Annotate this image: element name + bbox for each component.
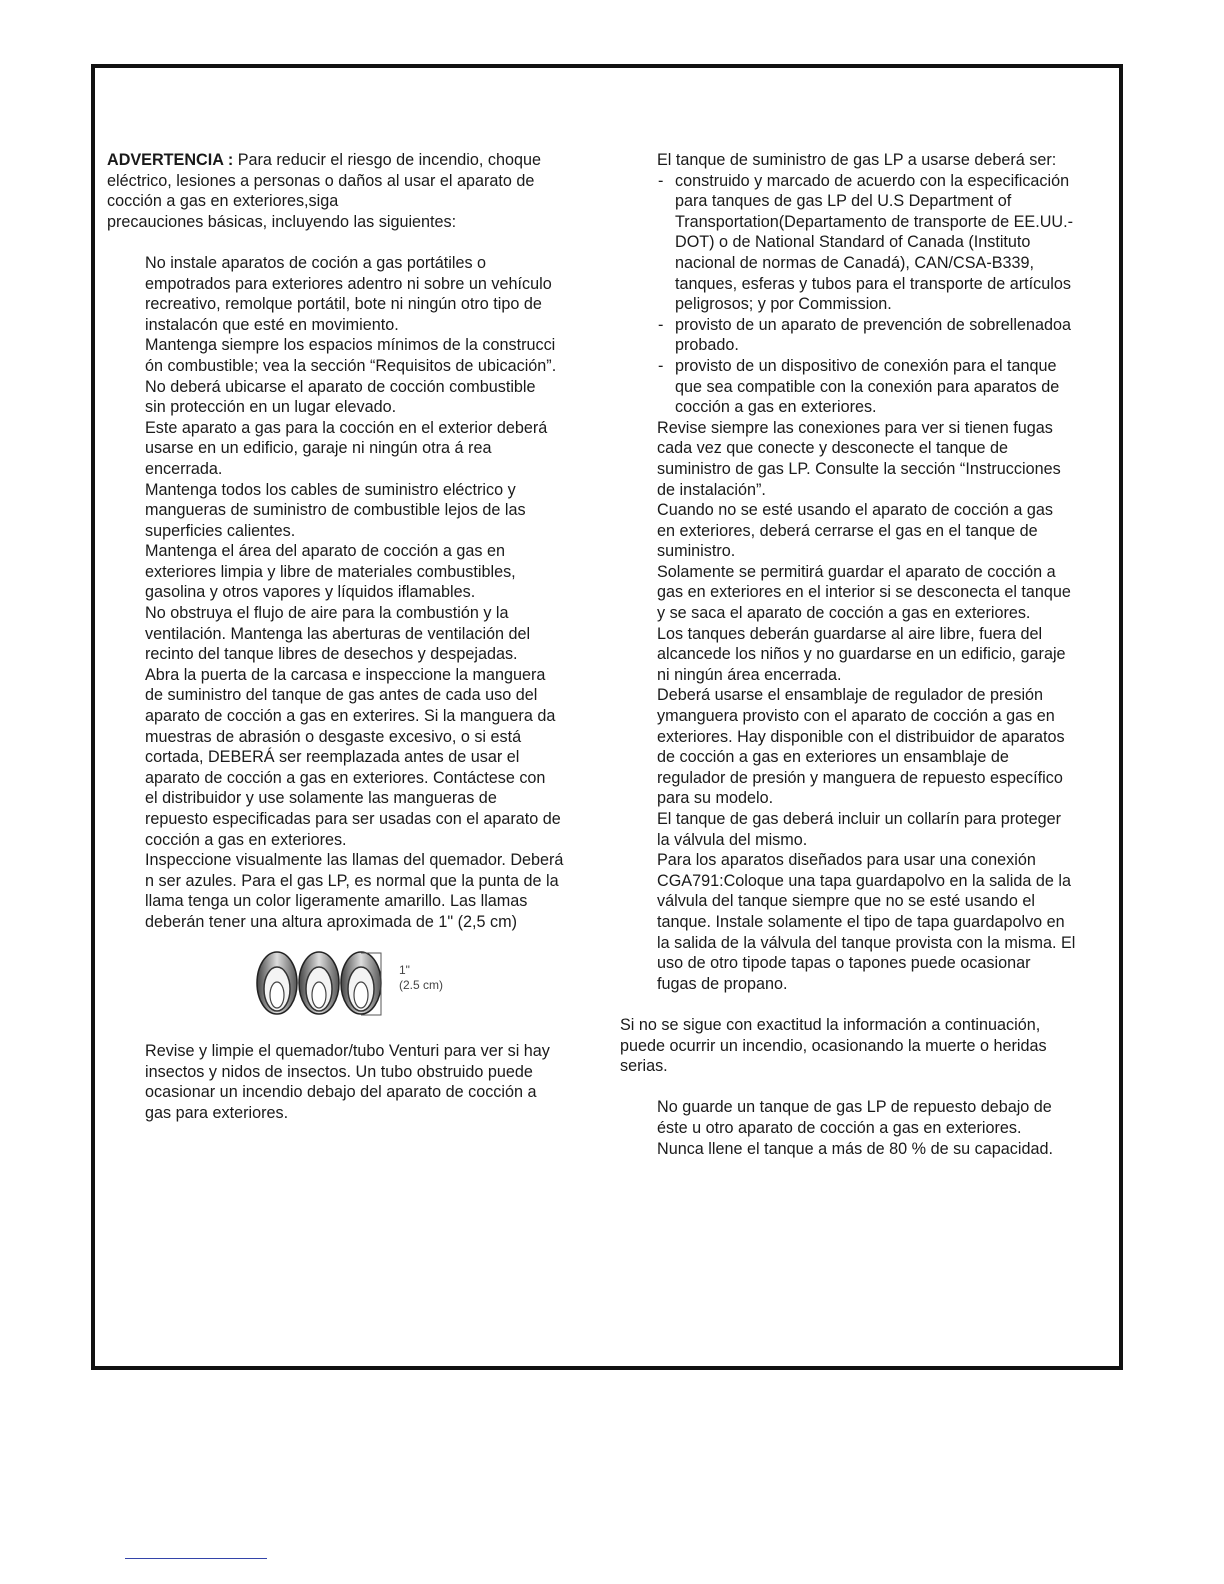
text-line: la válvula del mismo. <box>657 830 808 849</box>
text-line: serias. <box>620 1057 668 1076</box>
text-line: construido y marcado de acuerdo con la especificación <box>675 171 1070 190</box>
text-line: No deberá ubicarse el aparato de cocción combustible <box>145 377 536 396</box>
text-line: de suministro del tanque de gas antes de cada uso del <box>145 686 538 705</box>
text-line: tanque. Instale solamente el tipo de tapa guardapolvo en <box>657 912 1065 931</box>
text-line: empotrados para exteriores adentro ni sobre un vehículo <box>145 274 552 293</box>
flame-height-label <box>399 963 443 993</box>
flame-height-diagram <box>253 947 597 1021</box>
text-line: Nunca llene el tanque a más de 80 % de su capacidad. <box>657 1139 1053 1158</box>
text-line: llama tenga un color ligeramente amarillo. Las llamas <box>145 892 528 911</box>
text-line: superficies calientes. <box>145 521 296 540</box>
text-line: éste u otro aparato de cocción a gas en exteriores. <box>657 1118 1022 1137</box>
left-column <box>107 150 597 1124</box>
text-line: Mantenga siempre los espacios mínimos de la construcci <box>145 336 556 355</box>
text-line: probado. <box>675 336 739 355</box>
dash-bullet: - <box>658 171 664 190</box>
text-line: ocasionar un incendio debajo del aparato de cocción a <box>145 1083 537 1102</box>
text-line: Inspeccione visualmente las llamas del quemador. Deberá <box>145 851 564 870</box>
flame-height-cm: (2.5 cm) <box>399 977 444 992</box>
text-line: ventilación. Mantenga las aberturas de ventilación del <box>145 624 531 643</box>
text-line: cocción a gas en exteriores. <box>145 830 347 849</box>
text-line: Este aparato a gas para la cocción en el exterior deberá <box>145 418 548 437</box>
text-line: DOT) o de National Standard of Canada (Instituto <box>675 233 1031 252</box>
flame-3 <box>341 952 381 1014</box>
text-line: recinto del tanque libres de desechos y despejadas. <box>145 645 518 664</box>
warning-line: Para reducir el riesgo de incendio, choque <box>233 151 541 169</box>
warning-line: cocción a gas en exteriores,siga <box>107 192 339 211</box>
text-line: Solamente se permitirá guardar el aparato de cocción a <box>657 562 1056 581</box>
text-line: cortada, DEBERÁ ser reemplazada antes de usar el <box>145 748 520 767</box>
safety-items <box>107 253 597 933</box>
text-line: aparato de cocción a gas en exteriores. Contáctese con <box>145 768 546 787</box>
text-line: para su modelo. <box>657 789 774 808</box>
text-line: exteriores. Hay disponible con el distribuidor de aparatos <box>657 727 1065 746</box>
text-line: de cocción a gas en exteriores un ensamblaje de <box>657 748 1009 767</box>
text-line: n ser azules. Para el gas LP, es normal que la punta de la <box>145 871 559 890</box>
text-line: nacional de normas de Canadá), CAN/CSA-B339, <box>675 253 1035 272</box>
text-line: Mantenga el área del aparato de cocción a gas en <box>145 542 505 561</box>
right-column <box>620 150 1110 1159</box>
text-line: gasolina y otros vapores y líquidos iflamables. <box>145 583 476 602</box>
text-line: el distribuidor y use solamente las mangueras de <box>145 789 497 808</box>
text-line: provisto de un aparato de prevención de sobrellenadoa <box>675 315 1071 334</box>
text-line: tanques, esferas y tubos para el transporte de artículos <box>675 274 1071 293</box>
text-line: El tanque de gas deberá incluir un collarín para proteger <box>657 810 1062 828</box>
text-line: sin protección en un lugar elevado. <box>145 398 397 417</box>
text-line: Abra la puerta de la carcasa e inspeccione la manguera <box>145 665 546 684</box>
text-line: Mantenga todos los cables de suministro eléctrico y <box>145 480 516 499</box>
text-line: Los tanques deberán guardarse al aire libre, fuera del <box>657 624 1043 643</box>
text-line: provisto de un dispositivo de conexión para el tanque <box>675 356 1057 375</box>
footer-rule <box>125 1558 267 1559</box>
text-line: regulador de presión y manguera de repuesto específico <box>657 768 1063 787</box>
text-line: fugas de propano. <box>657 974 788 993</box>
warning-paragraph <box>107 150 597 232</box>
storage-items <box>620 1097 1110 1159</box>
tank-items <box>620 418 1110 995</box>
text-line: deberán tener una altura aproximada de 1" (2,5 cm) <box>145 912 517 931</box>
tank-intro: El tanque de suministro de gas LP a usarse deberá ser: <box>657 151 1057 169</box>
text-line: cocción a gas en exteriores. <box>675 398 877 417</box>
text-line: peligrosos; y por Commission. <box>675 295 892 314</box>
text-line: Revise y limpie el quemador/tubo Venturi para ver si hay <box>145 1042 550 1061</box>
text-line: muestras de abrasión o desgaste excesivo, o si está <box>145 727 522 746</box>
text-line: Deberá usarse el ensamblaje de regulador de presión <box>657 686 1044 705</box>
text-line: gas para exteriores. <box>145 1103 289 1122</box>
text-line: insectos y nidos de insectos. Un tubo obstruido puede <box>145 1062 533 1081</box>
warning-line: precauciones básicas, incluyendo las siguientes: <box>107 212 457 231</box>
text-line: en exteriores, deberá cerrarse el gas en el tanque de <box>657 521 1038 540</box>
text-line: que sea compatible con la conexión para aparatos de <box>675 377 1060 396</box>
text-line: la salida de la válvula del tanque provista con la misma. El <box>657 933 1076 952</box>
dash-bullet: - <box>658 356 664 375</box>
flame-height-inches: 1" <box>399 962 410 977</box>
text-line: gas en exteriores en el interior si se desconecta el tanque <box>657 583 1071 602</box>
text-line: usarse en un edificio, garaje ni ningún otra á rea <box>145 439 492 458</box>
text-line: y se saca el aparato de cocción a gas en exteriores. <box>657 604 1031 623</box>
text-line: Revise siempre las conexiones para ver si tienen fugas <box>657 418 1053 437</box>
venturi-item <box>107 1041 597 1123</box>
burner-flames-illustration <box>253 947 393 1019</box>
text-line: ón combustible; vea la sección “Requisitos de ubicación”. <box>145 356 557 375</box>
text-line: instalacón que esté en movimiento. <box>145 315 399 334</box>
text-line: ni ningún área encerrada. <box>657 665 842 684</box>
text-line: para tanques de gas LP del U.S Department of <box>675 192 1012 211</box>
text-line: No guarde un tanque de gas LP de repuesto debajo de <box>657 1098 1052 1117</box>
text-line: Para los aparatos diseñados para usar una conexión <box>657 851 1036 870</box>
flame-1 <box>257 952 297 1014</box>
text-line: repuesto especificadas para ser usadas con el aparato de <box>145 810 561 828</box>
text-line: aparato de cocción a gas en exterires. Si la manguera da <box>145 707 556 726</box>
text-line: Cuando no se esté usando el aparato de cocción a gas <box>657 501 1053 520</box>
text-line: puede ocurrir un incendio, ocasionando la muerte o heridas <box>620 1036 1047 1055</box>
warning-title: ADVERTENCIA : <box>107 151 234 169</box>
tank-requirement-3 <box>620 356 1110 418</box>
fire-warning <box>620 1015 1110 1077</box>
warning-line: eléctrico, lesiones a personas o daños al usar el aparato de <box>107 171 535 190</box>
text-line: válvula del tanque siempre que no se esté usando el <box>657 892 1035 911</box>
text-line: Transportation(Departamento de transporte de EE.UU.- <box>675 212 1073 231</box>
tank-requirement-1 <box>620 171 1110 315</box>
text-line: CGA791:Coloque una tapa guardapolvo en la salida de la <box>657 871 1071 890</box>
text-line: de instalación”. <box>657 480 766 499</box>
text-line: uso de otro tipode tapas o tapones puede ocasionar <box>657 954 1031 973</box>
dash-bullet: - <box>658 315 664 334</box>
text-line: mangueras de suministro de combustible lejos de las <box>145 501 526 520</box>
tank-requirement-2 <box>620 315 1110 356</box>
flame-2 <box>299 952 339 1014</box>
text-line: Si no se sigue con exactitud la información a continuación, <box>620 1015 1041 1034</box>
text-line: suministro. <box>657 542 736 561</box>
text-line: No instale aparatos de coción a gas portátiles o <box>145 253 487 272</box>
text-line: alcancede los niños y no guardarse en un edificio, garaje <box>657 645 1066 664</box>
text-line: ymanguera provisto con el aparato de cocción a gas en <box>657 707 1055 726</box>
text-line: encerrada. <box>145 459 223 478</box>
text-line: No obstruya el flujo de aire para la combustión y la <box>145 604 509 623</box>
text-line: cada vez que conecte y desconecte el tanque de <box>657 439 1008 458</box>
text-line: recreativo, remolque portátil, bote ni ningún otro tipo de <box>145 295 542 314</box>
text-line: exteriores limpia y libre de materiales combustibles, <box>145 562 516 581</box>
text-line: suministro de gas LP. Consulte la sección “Instrucciones <box>657 459 1061 478</box>
